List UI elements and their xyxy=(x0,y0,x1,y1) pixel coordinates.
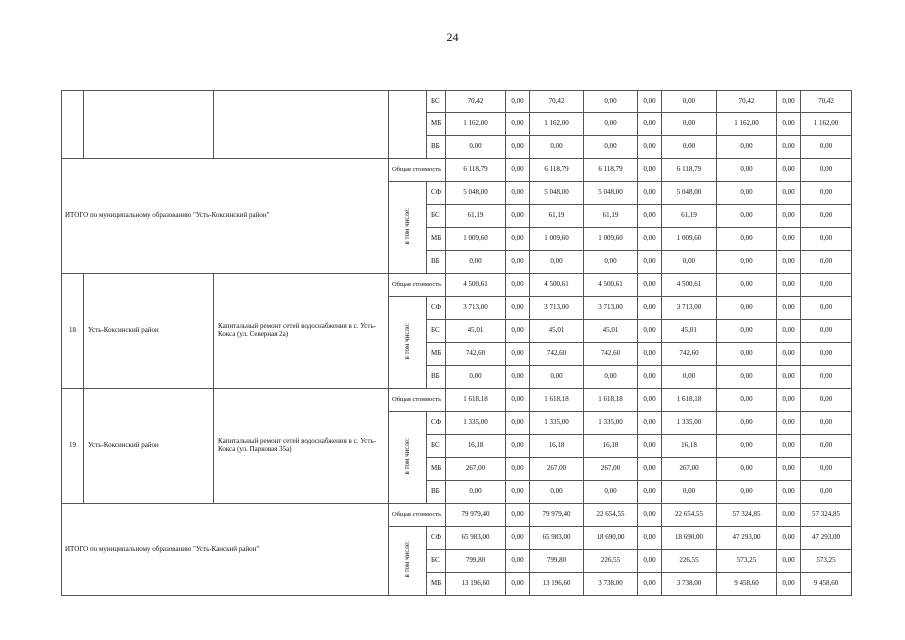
value-cell: 0,00 xyxy=(446,366,506,389)
value-cell: 0,00 xyxy=(717,228,777,251)
source-cell: ВБ xyxy=(427,136,446,159)
value-cell: 1 335,00 xyxy=(446,412,506,435)
value-cell: 57 324,85 xyxy=(801,504,852,527)
value-cell: 0,00 xyxy=(446,481,506,504)
value-cell: 5 048,00 xyxy=(530,182,584,205)
value-cell: 0,00 xyxy=(801,297,852,320)
value-cell: 0,00 xyxy=(801,136,852,159)
value-cell: 79 979,40 xyxy=(446,504,506,527)
table-row xyxy=(62,274,852,297)
value-cell: 0,00 xyxy=(506,159,530,182)
value-cell: 0,00 xyxy=(801,320,852,343)
general-cost-label: Общая стоимость xyxy=(389,274,446,297)
value-cell: 1 162,00 xyxy=(801,113,852,136)
value-cell: 1 162,00 xyxy=(717,113,777,136)
value-cell: 0,00 xyxy=(777,228,801,251)
including-label xyxy=(389,182,427,274)
value-cell: 267,00 xyxy=(530,458,584,481)
value-cell: 6 118,79 xyxy=(584,159,638,182)
value-cell: 3 738,00 xyxy=(662,573,717,596)
value-cell: 0,00 xyxy=(777,527,801,550)
value-cell: 70,42 xyxy=(446,91,506,113)
source-cell: БС xyxy=(427,91,446,113)
value-cell: 0,00 xyxy=(662,366,717,389)
value-cell: 3 713,00 xyxy=(662,297,717,320)
value-cell: 0,00 xyxy=(638,504,662,527)
value-cell: 0,00 xyxy=(801,366,852,389)
value-cell: 0,00 xyxy=(638,274,662,297)
value-cell: 5 048,00 xyxy=(584,182,638,205)
district-name: Усть-Коксинский район xyxy=(84,274,214,389)
source-cell: БС xyxy=(427,320,446,343)
value-cell: 0,00 xyxy=(506,458,530,481)
including-label xyxy=(389,527,427,596)
value-cell: 22 654,55 xyxy=(662,504,717,527)
value-cell: 1 335,00 xyxy=(530,412,584,435)
value-cell: 0,00 xyxy=(638,320,662,343)
value-cell: 18 690,00 xyxy=(662,527,717,550)
source-cell: БС xyxy=(427,205,446,228)
value-cell: 0,00 xyxy=(506,504,530,527)
value-cell: 1 335,00 xyxy=(662,412,717,435)
value-cell: 0,00 xyxy=(638,113,662,136)
value-cell: 0,00 xyxy=(717,251,777,274)
value-cell: 0,00 xyxy=(777,435,801,458)
value-cell: 3 713,00 xyxy=(530,297,584,320)
value-cell: 6 118,79 xyxy=(530,159,584,182)
value-cell: 0,00 xyxy=(717,389,777,412)
value-cell: 0,00 xyxy=(530,251,584,274)
value-cell: 0,00 xyxy=(584,136,638,159)
value-cell: 742,60 xyxy=(446,343,506,366)
object-name: Капитальный ремонт сетей водоснабжения в с. Усть-Кокса (ул. Северная 2а) xyxy=(214,274,389,389)
value-cell: 742,60 xyxy=(530,343,584,366)
table-row xyxy=(62,389,852,412)
value-cell: 0,00 xyxy=(638,228,662,251)
value-cell: 79 979,40 xyxy=(530,504,584,527)
value-cell: 226,55 xyxy=(662,550,717,573)
table-row xyxy=(62,91,852,113)
value-cell: 1 009,60 xyxy=(446,228,506,251)
item-number: 19 xyxy=(62,389,84,504)
value-cell: 0,00 xyxy=(777,113,801,136)
value-cell: 573,25 xyxy=(801,550,852,573)
value-cell: 0,00 xyxy=(584,251,638,274)
value-cell: 0,00 xyxy=(506,274,530,297)
value-cell: 1 009,60 xyxy=(530,228,584,251)
value-cell: 4 500,61 xyxy=(662,274,717,297)
source-cell: СФ xyxy=(427,527,446,550)
value-cell: 0,00 xyxy=(446,251,506,274)
value-cell: 61,19 xyxy=(662,205,717,228)
value-cell: 0,00 xyxy=(638,458,662,481)
value-cell: 1 162,00 xyxy=(446,113,506,136)
value-cell: 0,00 xyxy=(506,550,530,573)
value-cell: 267,00 xyxy=(446,458,506,481)
value-cell: 0,00 xyxy=(506,573,530,596)
value-cell: 47 293,00 xyxy=(717,527,777,550)
value-cell: 6 118,79 xyxy=(662,159,717,182)
value-cell: 1 618,18 xyxy=(662,389,717,412)
value-cell: 0,00 xyxy=(530,366,584,389)
value-cell: 0,00 xyxy=(777,550,801,573)
value-cell: 0,00 xyxy=(717,320,777,343)
value-cell: 267,00 xyxy=(584,458,638,481)
value-cell: 45,01 xyxy=(446,320,506,343)
value-cell: 0,00 xyxy=(506,182,530,205)
value-cell: 65 983,00 xyxy=(530,527,584,550)
value-cell: 0,00 xyxy=(717,412,777,435)
value-cell: 0,00 xyxy=(584,366,638,389)
value-cell: 1 618,18 xyxy=(584,389,638,412)
source-cell: МБ xyxy=(427,113,446,136)
general-cost-label: Общая стоимость xyxy=(389,504,446,527)
value-cell: 0,00 xyxy=(638,366,662,389)
value-cell: 57 324,85 xyxy=(717,504,777,527)
value-cell: 22 654,55 xyxy=(584,504,638,527)
total-title: ИТОГО по муниципальному образованию "Усть-Коксинский район" xyxy=(62,159,389,274)
value-cell: 0,00 xyxy=(777,412,801,435)
value-cell: 9 458,60 xyxy=(717,573,777,596)
value-cell: 0,00 xyxy=(638,550,662,573)
value-cell: 13 196,60 xyxy=(530,573,584,596)
value-cell: 70,42 xyxy=(530,91,584,113)
value-cell: 0,00 xyxy=(638,159,662,182)
value-cell: 0,00 xyxy=(506,366,530,389)
value-cell: 0,00 xyxy=(506,113,530,136)
value-cell: 0,00 xyxy=(777,320,801,343)
source-cell: МБ xyxy=(427,343,446,366)
value-cell: 0,00 xyxy=(584,113,638,136)
value-cell: 0,00 xyxy=(506,136,530,159)
value-cell: 0,00 xyxy=(717,274,777,297)
vertical-label: в том числе: xyxy=(402,541,411,578)
value-cell: 0,00 xyxy=(662,113,717,136)
table-body xyxy=(62,91,852,596)
source-cell: БС xyxy=(427,435,446,458)
value-cell: 0,00 xyxy=(638,412,662,435)
value-cell: 0,00 xyxy=(777,458,801,481)
value-cell: 0,00 xyxy=(506,343,530,366)
value-cell: 1 009,60 xyxy=(584,228,638,251)
source-cell: МБ xyxy=(427,228,446,251)
value-cell: 0,00 xyxy=(777,205,801,228)
value-cell: 0,00 xyxy=(717,182,777,205)
general-cost-label: Общая стоимость xyxy=(389,159,446,182)
value-cell: 0,00 xyxy=(777,251,801,274)
value-cell: 45,01 xyxy=(662,320,717,343)
funding-table xyxy=(61,90,852,596)
value-cell: 16,18 xyxy=(446,435,506,458)
value-cell: 0,00 xyxy=(584,91,638,113)
value-cell: 0,00 xyxy=(717,481,777,504)
including-cell xyxy=(389,91,427,159)
value-cell: 799,80 xyxy=(446,550,506,573)
value-cell: 3 713,00 xyxy=(584,297,638,320)
value-cell: 65 983,00 xyxy=(446,527,506,550)
source-cell: МБ xyxy=(427,573,446,596)
value-cell: 16,18 xyxy=(530,435,584,458)
value-cell: 0,00 xyxy=(638,251,662,274)
value-cell: 13 196,60 xyxy=(446,573,506,596)
district-cell xyxy=(84,91,214,159)
value-cell: 0,00 xyxy=(662,91,717,113)
value-cell: 0,00 xyxy=(777,343,801,366)
value-cell: 0,00 xyxy=(506,527,530,550)
value-cell: 47 293,00 xyxy=(801,527,852,550)
value-cell: 0,00 xyxy=(506,481,530,504)
value-cell: 0,00 xyxy=(717,159,777,182)
value-cell: 0,00 xyxy=(638,435,662,458)
item-number: 18 xyxy=(62,274,84,389)
value-cell: 1 618,18 xyxy=(530,389,584,412)
number-cell xyxy=(62,91,84,159)
source-cell: ВБ xyxy=(427,251,446,274)
value-cell: 0,00 xyxy=(777,297,801,320)
value-cell: 0,00 xyxy=(801,205,852,228)
value-cell: 0,00 xyxy=(717,297,777,320)
total-title: ИТОГО по муниципальному образованию "Усть-Канский район" xyxy=(62,504,389,596)
value-cell: 0,00 xyxy=(638,297,662,320)
value-cell: 0,00 xyxy=(446,136,506,159)
value-cell: 1 162,00 xyxy=(530,113,584,136)
value-cell: 61,19 xyxy=(530,205,584,228)
including-label xyxy=(389,412,427,504)
value-cell: 267,00 xyxy=(662,458,717,481)
vertical-label: в том числе: xyxy=(402,322,411,360)
source-cell: СФ xyxy=(427,412,446,435)
value-cell: 61,19 xyxy=(584,205,638,228)
value-cell: 0,00 xyxy=(801,481,852,504)
value-cell: 573,25 xyxy=(717,550,777,573)
value-cell: 0,00 xyxy=(801,182,852,205)
value-cell: 742,60 xyxy=(584,343,638,366)
table-row xyxy=(62,159,852,182)
value-cell: 0,00 xyxy=(801,412,852,435)
value-cell: 0,00 xyxy=(506,297,530,320)
value-cell: 0,00 xyxy=(638,573,662,596)
general-cost-label: Общая стоимость xyxy=(389,389,446,412)
vertical-label: в том числе: xyxy=(402,437,411,475)
value-cell: 0,00 xyxy=(717,136,777,159)
value-cell: 45,01 xyxy=(530,320,584,343)
district-name: Усть-Коксинский район xyxy=(84,389,214,504)
value-cell: 3 738,00 xyxy=(584,573,638,596)
value-cell: 0,00 xyxy=(506,251,530,274)
value-cell: 0,00 xyxy=(717,366,777,389)
value-cell: 0,00 xyxy=(777,504,801,527)
value-cell: 70,42 xyxy=(717,91,777,113)
value-cell: 0,00 xyxy=(801,251,852,274)
source-cell: ВБ xyxy=(427,366,446,389)
value-cell: 0,00 xyxy=(638,205,662,228)
object-cell xyxy=(214,91,389,159)
value-cell: 61,19 xyxy=(446,205,506,228)
value-cell: 0,00 xyxy=(506,205,530,228)
value-cell: 0,00 xyxy=(506,228,530,251)
value-cell: 0,00 xyxy=(717,435,777,458)
value-cell: 0,00 xyxy=(638,182,662,205)
value-cell: 0,00 xyxy=(638,91,662,113)
value-cell: 0,00 xyxy=(801,389,852,412)
source-cell: МБ xyxy=(427,458,446,481)
value-cell: 0,00 xyxy=(777,91,801,113)
value-cell: 0,00 xyxy=(801,159,852,182)
value-cell: 16,18 xyxy=(584,435,638,458)
value-cell: 0,00 xyxy=(717,458,777,481)
value-cell: 799,80 xyxy=(530,550,584,573)
value-cell: 0,00 xyxy=(506,435,530,458)
table-row xyxy=(62,504,852,527)
value-cell: 0,00 xyxy=(638,136,662,159)
value-cell: 0,00 xyxy=(662,251,717,274)
value-cell: 0,00 xyxy=(717,205,777,228)
value-cell: 4 500,61 xyxy=(446,274,506,297)
value-cell: 70,42 xyxy=(801,91,852,113)
value-cell: 4 500,61 xyxy=(584,274,638,297)
source-cell: БС xyxy=(427,550,446,573)
value-cell: 0,00 xyxy=(801,343,852,366)
value-cell: 0,00 xyxy=(777,274,801,297)
value-cell: 0,00 xyxy=(506,389,530,412)
value-cell: 9 458,60 xyxy=(801,573,852,596)
value-cell: 0,00 xyxy=(777,136,801,159)
value-cell: 0,00 xyxy=(777,389,801,412)
value-cell: 5 048,00 xyxy=(446,182,506,205)
value-cell: 6 118,79 xyxy=(446,159,506,182)
value-cell: 0,00 xyxy=(638,343,662,366)
object-name: Капитальный ремонт сетей водоснабжения в с. Усть-Кокса (ул. Парковая 35а) xyxy=(214,389,389,504)
source-cell: ВБ xyxy=(427,481,446,504)
value-cell: 742,60 xyxy=(662,343,717,366)
value-cell: 18 690,00 xyxy=(584,527,638,550)
value-cell: 0,00 xyxy=(801,228,852,251)
value-cell: 0,00 xyxy=(801,458,852,481)
page-number: 24 xyxy=(446,30,459,44)
value-cell: 0,00 xyxy=(506,320,530,343)
value-cell: 0,00 xyxy=(801,274,852,297)
value-cell: 0,00 xyxy=(584,481,638,504)
value-cell: 0,00 xyxy=(662,136,717,159)
value-cell: 0,00 xyxy=(777,182,801,205)
value-cell: 0,00 xyxy=(638,481,662,504)
value-cell: 0,00 xyxy=(662,481,717,504)
value-cell: 0,00 xyxy=(506,412,530,435)
value-cell: 0,00 xyxy=(777,481,801,504)
value-cell: 0,00 xyxy=(506,91,530,113)
value-cell: 5 048,00 xyxy=(662,182,717,205)
value-cell: 0,00 xyxy=(777,573,801,596)
value-cell: 226,55 xyxy=(584,550,638,573)
vertical-label: в том числе: xyxy=(402,207,411,245)
value-cell: 0,00 xyxy=(638,389,662,412)
value-cell: 0,00 xyxy=(801,435,852,458)
source-cell: СФ xyxy=(427,182,446,205)
value-cell: 4 500,61 xyxy=(530,274,584,297)
value-cell: 1 618,18 xyxy=(446,389,506,412)
value-cell: 0,00 xyxy=(717,343,777,366)
value-cell: 0,00 xyxy=(777,366,801,389)
value-cell: 0,00 xyxy=(638,527,662,550)
value-cell: 0,00 xyxy=(530,136,584,159)
including-label xyxy=(389,297,427,389)
value-cell: 45,01 xyxy=(584,320,638,343)
value-cell: 3 713,00 xyxy=(446,297,506,320)
source-cell: СФ xyxy=(427,297,446,320)
value-cell: 1 009,60 xyxy=(662,228,717,251)
value-cell: 0,00 xyxy=(530,481,584,504)
value-cell: 0,00 xyxy=(777,159,801,182)
value-cell: 16,18 xyxy=(662,435,717,458)
value-cell: 1 335,00 xyxy=(584,412,638,435)
